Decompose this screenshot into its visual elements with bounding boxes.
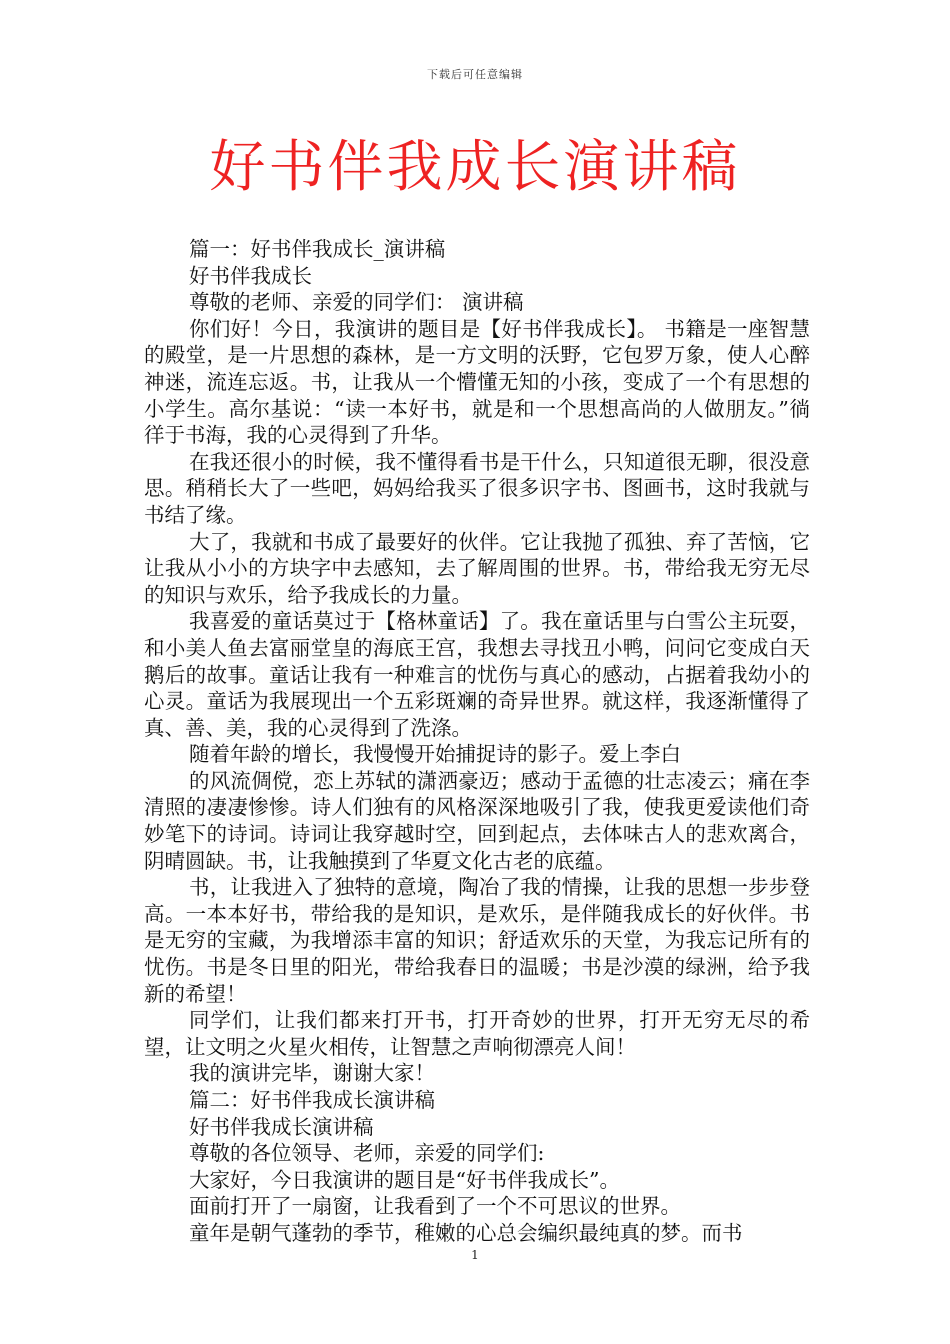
paragraph: 书，让我进入了独特的意境，陶冶了我的情操，让我的思想一步步登高。一本本好书，带给我的是知识，是欢乐，是伴随我成长的好伙伴。书是无穷的宝藏，为我增添丰富的知识；舒适欢乐的天堂，为我忘记所有的忧伤。书是冬日里的阳光，带给我春日的温暖；书是沙漠的绿洲，给予我新的希望！	[144, 875, 810, 1006]
document-body	[144, 236, 810, 1247]
paragraph: 的风流倜傥，恋上苏轼的潇洒豪迈；感动于孟德的壮志凌云；痛在李清照的凄凄惨惨。诗人们独有的风格深深地吸引了我，使我更爱读他们奇妙笔下的诗词。诗词让我穿越时空，回到起点，去体味古人的悲欢离合，阴晴圆缺。书，让我触摸到了华夏文化古老的底蕴。	[144, 768, 810, 873]
paragraph: 我的演讲完毕，谢谢大家！	[189, 1061, 435, 1086]
page-header: 下载后可任意编辑	[427, 68, 523, 81]
paragraph: 我喜爱的童话莫过于【格林童话】了。我在童话里与白雪公主玩耍，和小美人鱼去富丽堂皇的海底王宫，我想去寻找丑小鸭，问问它变成白天鹅后的故事。童话让我有一种难言的忧伤与真心的感动，占据着我幼小的心灵。童话为我展现出一个五彩斑斓的奇异世界。就这样，我逐渐懂得了真、善、美，我的心灵得到了洗涤。	[144, 609, 810, 740]
paragraph: 同学们，让我们都来打开书，打开奇妙的世界，打开无穷无尽的希望，让文明之火星火相传，让智慧之声响彻漂亮人间！	[144, 1008, 810, 1059]
paragraph: 你们好！今日，我演讲的题目是【好书伴我成长】。 书籍是一座智慧的殿堂，是一片思想的森林，是一方文明的沃野，它包罗万象，使人心醉神迷，流连忘返。书，让我从一个懵懂无知的小孩，变成了一个有思想的小学生。高尔基说：“读一本好书，就是和一个思想高尚的人做朋友。”徜徉于书海，我的心灵得到了升华。	[144, 316, 810, 448]
paragraph: 篇二：好书伴我成长演讲稿	[189, 1088, 435, 1112]
paragraph: 大家好，今日我演讲的题目是“好书伴我成长”。	[189, 1167, 620, 1192]
paragraph: 在我还很小的时候，我不懂得看书是干什么，只知道很无聊，很没意思。稍稍长大了一些吧，妈妈给我买了很多识字书、图画书，这时我就与书结了缘。	[144, 449, 810, 527]
page-number: 1	[471, 1248, 479, 1262]
paragraph: 篇一：好书伴我成长_演讲稿	[189, 237, 446, 261]
paragraph: 童年是朝气蓬勃的季节，稚嫩的心总会编织最纯真的梦。而书	[189, 1220, 743, 1245]
paragraph: 尊敬的老师、亲爱的同学们： 演讲稿	[189, 290, 524, 315]
document-title: 好书伴我成长演讲稿	[209, 135, 741, 200]
paragraph: 尊敬的各位领导、老师，亲爱的同学们:	[189, 1141, 545, 1166]
paragraph: 面前打开了一扇窗，让我看到了一个不可思议的世界。	[189, 1194, 681, 1219]
paragraph: 大了，我就和书成了最要好的伙伴。它让我抛了孤独、弃了苦恼，它让我从小小的方块字中去感知，去了解周围的世界。书，带给我无穷无尽的知识与欢乐，给予我成长的力量。	[144, 529, 810, 607]
paragraph: 好书伴我成长演讲稿	[189, 1114, 374, 1139]
paragraph: 随着年龄的增长，我慢慢开始捕捉诗的影子。爱上李白	[189, 742, 681, 767]
paragraph: 好书伴我成长	[189, 263, 312, 288]
